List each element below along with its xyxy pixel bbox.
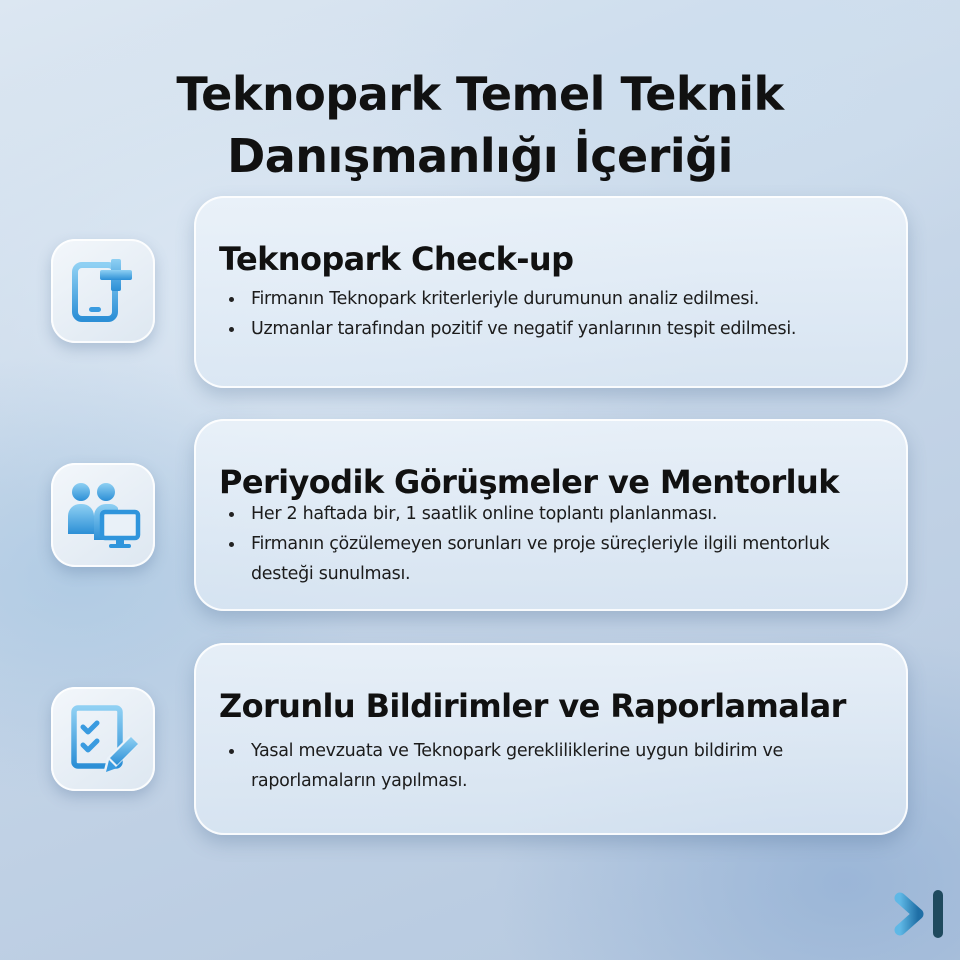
- section-1-bullet-2: Uzmanlar tarafından pozitif ve negatif yanlarının tespit edilmesi.: [226, 314, 888, 344]
- section-2-bullet-2: Firmanın çözülemeyen sorunları ve proje süreçleriyle ilgili mentorluk desteği sunulması.: [226, 529, 888, 589]
- section-2-card: [194, 419, 908, 611]
- section-1-icon-tile: [51, 239, 155, 343]
- section-3-card: [194, 643, 908, 835]
- tablet-plus-icon: [65, 253, 141, 329]
- arrow-right-to-bar-icon[interactable]: [856, 888, 948, 940]
- page-title-line-1: Teknopark Temel Teknik: [176, 66, 784, 121]
- section-3-bullet-list: [226, 736, 888, 796]
- section-2-icon-tile: [51, 463, 155, 567]
- section-3-icon-tile: [51, 687, 155, 791]
- section-2-heading: Periyodik Görüşmeler ve Mentorluk: [219, 463, 839, 501]
- section-1-bullet-1: Firmanın Teknopark kriterleriyle durumunun analiz edilmesi.: [226, 284, 888, 314]
- section-1-bullet-list: [226, 284, 888, 344]
- section-2-bullet-1: Her 2 haftada bir, 1 saatlik online toplantı planlanması.: [226, 499, 888, 529]
- section-3-bullet-1: Yasal mevzuata ve Teknopark gerekliliklerine uygun bildirim ve raporlamaların yapılması.: [226, 736, 888, 796]
- checklist-pencil-icon: [64, 700, 142, 778]
- section-1-card: [194, 196, 908, 388]
- section-2-bullet-list: [226, 499, 888, 589]
- people-monitor-icon: [64, 476, 142, 554]
- section-3-heading: Zorunlu Bildirimler ve Raporlamalar: [219, 687, 846, 725]
- page-title-line-2: Danışmanlığı İçeriği: [227, 128, 733, 183]
- section-1-heading: Teknopark Check-up: [219, 240, 574, 278]
- page-title: [0, 63, 960, 187]
